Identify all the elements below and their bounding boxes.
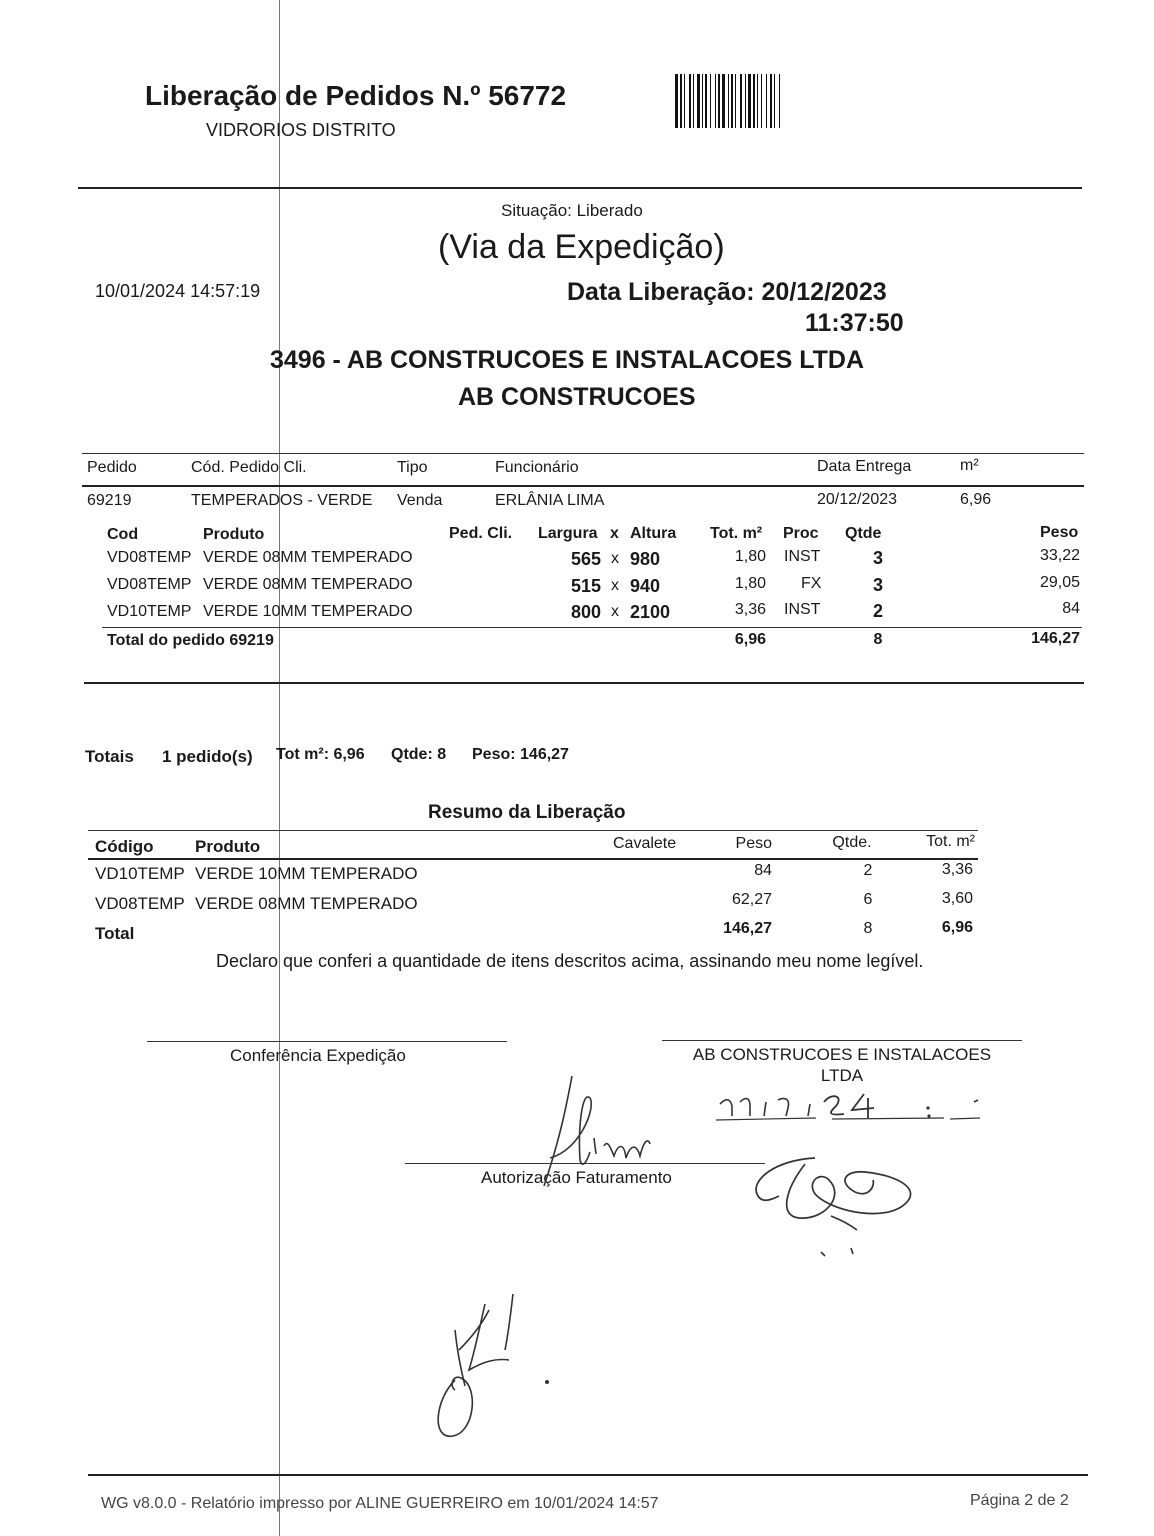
barcode-bar	[675, 74, 678, 128]
items-col-produto: Produto	[203, 526, 265, 543]
barcode-bar	[689, 74, 691, 128]
barcode-bar	[693, 74, 694, 128]
barcode-bar	[753, 74, 755, 128]
item-qtde: 3	[872, 548, 883, 568]
col-data-entrega: Data Entrega	[817, 458, 912, 475]
resumo-title: Resumo da Liberação	[428, 802, 626, 823]
resumo-col-cavalete: Cavalete	[613, 835, 677, 852]
item-largura: 515	[570, 576, 601, 596]
resumo-total-label: Total	[95, 924, 135, 943]
items-col-peso: Peso	[1040, 524, 1079, 541]
item-produto: VERDE 08MM TEMPERADO	[203, 549, 413, 566]
resumo-total-tot: 6,96	[941, 919, 973, 936]
item-altura: 2100	[630, 602, 671, 622]
barcode-bar	[718, 74, 720, 128]
barcode-bar	[710, 74, 711, 128]
resumo-col-qtde: Qtde.	[832, 834, 872, 851]
totais-qtde: Qtde: 8	[391, 746, 447, 763]
barcode-bar	[745, 74, 746, 128]
company-name: VIDRORIOS DISTRITO	[206, 120, 396, 140]
order-total-rule	[102, 627, 1082, 628]
barcode-bar	[702, 74, 703, 128]
barcode-bar	[770, 74, 772, 128]
order-funcionario: ERLÂNIA LIMA	[495, 492, 605, 509]
item-proc: INST	[784, 548, 821, 565]
handwritten-date	[712, 1086, 992, 1126]
resumo-codigo: VD08TEMP	[95, 894, 185, 913]
item-largura: 800	[570, 602, 601, 622]
header-divider	[78, 187, 1082, 189]
items-col-ped-cli: Ped. Cli.	[449, 525, 513, 542]
item-qtde: 3	[872, 575, 883, 595]
barcode-bar	[740, 74, 742, 128]
order-total-label: Total do pedido 69219	[107, 632, 274, 649]
footer-report-info: WG v8.0.0 - Relatório impresso por ALINE GUERREIRO em 10/01/2024 14:57	[101, 1495, 659, 1512]
order-m2: 6,96	[960, 491, 992, 508]
resumo-tot: 3,36	[941, 861, 973, 878]
client-name: 3496 - AB CONSTRUCOES E INSTALACOES LTDA	[270, 346, 865, 374]
resumo-tot: 3,60	[941, 890, 973, 907]
items-col-altura: Altura	[630, 525, 677, 542]
barcode-bar	[705, 74, 707, 128]
client-signature-line	[662, 1040, 1022, 1041]
handwritten-ok	[425, 1290, 565, 1450]
item-proc: FX	[801, 575, 822, 592]
col-pedido: Pedido	[87, 459, 137, 476]
declaration-text: Declaro que conferi a quantidade de itens descritos acima, assinando meu nome legível.	[216, 951, 924, 971]
col-m2: m²	[960, 457, 979, 474]
order-total-qtde: 8	[873, 631, 883, 648]
order-section-bottom-rule	[84, 682, 1084, 684]
conferencia-label: Conferência Expedição	[230, 1046, 406, 1065]
barcode-bar	[774, 74, 775, 128]
client-signature-label	[662, 1044, 1022, 1086]
totais-tot-m2: Tot m²: 6,96	[276, 746, 365, 763]
barcode-bar	[748, 74, 751, 128]
footer-rule	[88, 1474, 1088, 1476]
order-pedido: 69219	[87, 492, 132, 509]
resumo-top-rule	[88, 830, 978, 831]
totais-pedidos: 1 pedido(s)	[162, 747, 253, 766]
items-col-cod: Cod	[107, 526, 139, 543]
item-altura: 980	[630, 549, 661, 569]
barcode-bar	[697, 74, 700, 128]
order-header-rule	[82, 485, 1084, 487]
resumo-col-tot: Tot. m²	[926, 833, 975, 850]
item-x: x	[611, 577, 619, 594]
totais-peso: Peso: 146,27	[472, 746, 569, 763]
document-title: Liberação de Pedidos N.º 56772	[145, 80, 567, 111]
resumo-col-peso: Peso	[735, 835, 772, 852]
resumo-produto: VERDE 10MM TEMPERADO	[195, 864, 418, 883]
data-liberacao: Data Liberação: 20/12/2023	[567, 278, 887, 306]
order-total-tot: 6,96	[734, 631, 766, 648]
resumo-qtde: 2	[863, 862, 873, 879]
item-cod: VD08TEMP	[107, 576, 192, 593]
barcode-bar	[728, 74, 729, 128]
items-col-x: x	[610, 525, 619, 542]
order-tipo: Venda	[397, 492, 443, 509]
resumo-total-peso: 146,27	[723, 920, 772, 937]
items-col-largura: Largura	[538, 525, 598, 542]
resumo-col-produto: Produto	[195, 837, 261, 856]
barcode-bar	[715, 74, 716, 128]
resumo-col-codigo: Código	[95, 837, 154, 856]
resumo-peso: 62,27	[731, 891, 772, 908]
order-table-top-rule	[82, 453, 1084, 454]
item-produto: VERDE 08MM TEMPERADO	[203, 576, 413, 593]
client-short-name: AB CONSTRUCOES	[458, 383, 696, 411]
item-tot: 3,36	[734, 601, 766, 618]
item-peso: 33,22	[1039, 547, 1080, 564]
situacao-label: Situação: Liberado	[501, 201, 643, 220]
autorizacao-label: Autorização Faturamento	[481, 1168, 672, 1187]
items-col-qtde: Qtde	[845, 525, 882, 542]
barcode-bar	[731, 74, 733, 128]
item-x: x	[611, 603, 619, 620]
totais-label: Totais	[85, 747, 134, 766]
col-tipo: Tipo	[397, 459, 428, 476]
item-peso: 29,05	[1039, 574, 1080, 591]
barcode-bar	[684, 74, 685, 128]
barcode-bar	[757, 74, 758, 128]
resumo-peso: 84	[754, 862, 772, 879]
barcode-bar	[735, 74, 736, 128]
barcode-bar	[761, 74, 762, 128]
client-signature-line2: LTDA	[820, 1066, 864, 1085]
barcode	[675, 74, 851, 128]
item-altura: 940	[630, 576, 661, 596]
order-cod-pedido: TEMPERADOS - VERDE	[191, 492, 373, 509]
conferencia-signature-line	[147, 1041, 507, 1042]
items-col-proc: Proc	[783, 525, 819, 542]
order-total-peso: 146,27	[1031, 630, 1080, 647]
paper-fold-line	[279, 0, 280, 1536]
item-tot: 1,80	[734, 575, 766, 592]
item-largura: 565	[570, 549, 601, 569]
resumo-produto: VERDE 08MM TEMPERADO	[195, 894, 418, 913]
item-proc: INST	[784, 601, 821, 618]
signature-client	[745, 1140, 935, 1260]
item-peso: 84	[1062, 600, 1080, 617]
item-produto: VERDE 10MM TEMPERADO	[203, 603, 413, 620]
barcode-bar	[722, 74, 725, 128]
item-cod: VD10TEMP	[107, 603, 192, 620]
printed-timestamp: 10/01/2024 14:57:19	[95, 281, 261, 301]
resumo-qtde: 6	[863, 891, 873, 908]
items-col-tot-m2: Tot. m²	[710, 525, 763, 542]
signature-aline	[520, 1068, 690, 1198]
resumo-total-qtde: 8	[863, 920, 873, 937]
resumo-header-rule	[88, 858, 978, 860]
via-label: (Via da Expedição)	[438, 228, 725, 266]
item-cod: VD08TEMP	[107, 549, 192, 566]
barcode-bar	[766, 74, 767, 128]
col-funcionario: Funcionário	[495, 459, 579, 476]
hora-liberacao: 11:37:50	[805, 309, 904, 337]
barcode-bar	[680, 74, 682, 128]
barcode-bar	[779, 74, 780, 128]
footer-page-number: Página 2 de 2	[970, 1492, 1069, 1509]
resumo-codigo: VD10TEMP	[95, 864, 185, 883]
order-data-entrega: 20/12/2023	[817, 491, 898, 508]
item-x: x	[611, 550, 619, 567]
col-cod-pedido: Cód. Pedido Cli.	[191, 459, 307, 476]
item-qtde: 2	[872, 601, 883, 621]
client-signature-line1: AB CONSTRUCOES E INSTALACOES	[692, 1045, 992, 1064]
item-tot: 1,80	[734, 548, 766, 565]
